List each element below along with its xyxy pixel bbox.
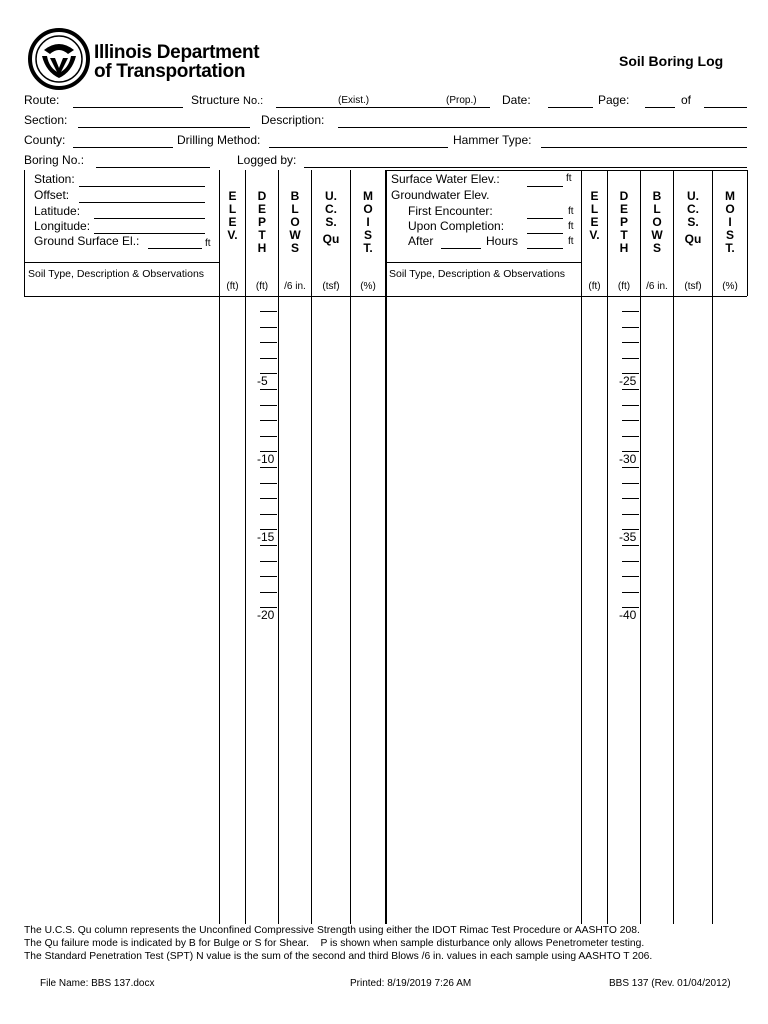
left-blows-header-letter: S (290, 241, 299, 255)
depth-label: -30 (619, 452, 637, 466)
right-blows-header-letter: S (652, 241, 661, 255)
route-label: Route: (24, 93, 60, 107)
depth-tick (622, 592, 639, 593)
note-spt: The Standard Penetration Test (SPT) N value is the sum of the second and third Blows /6 in. values in each sample using AASHTO T 206. (24, 951, 653, 962)
date-label: Date: (502, 93, 531, 107)
left-depth-header (246, 190, 278, 255)
depth-tick (260, 311, 277, 312)
left-ucs-c: C. (325, 202, 337, 216)
exist-label: (Exist.) (338, 95, 370, 106)
upon-completion-unit: ft (568, 221, 574, 232)
left-elev-header-letter: E (228, 215, 237, 229)
county-field[interactable] (73, 147, 173, 148)
left-ucs-unit: (tsf) (322, 281, 340, 292)
left-moist-header (351, 190, 385, 255)
right-depth-unit: (ft) (617, 281, 631, 292)
note-failure-mode: The Qu failure mode is indicated by B for Bulge or S for Shear. P is shown when sample disturbance only allows Penetrometer testing. (24, 938, 645, 949)
left-blows-header-letter: B (290, 189, 300, 203)
right-elev-unit: (ft) (588, 281, 601, 292)
depth-tick (260, 436, 277, 437)
depth-tick (260, 342, 277, 343)
right-depth-header (608, 190, 640, 255)
ground-surface-label: Ground Surface El.: (34, 234, 140, 248)
depth-label: -5 (257, 374, 268, 388)
depth-tick (260, 358, 277, 359)
right-depth-header-letter: T (620, 228, 628, 242)
depth-tick (622, 436, 639, 437)
depth-label: -10 (257, 452, 275, 466)
left-elev-header (220, 190, 245, 242)
left-moist-unit: (%) (360, 281, 376, 292)
right-blows-header-letter: O (652, 215, 662, 229)
right-depth-header-letter: D (619, 189, 629, 203)
right-ucs-u: U. (687, 189, 699, 203)
surface-water-label: Surface Water Elev.: (391, 172, 500, 186)
right-moist-header-letter: O (725, 202, 735, 216)
right-ucs-s: S. (687, 215, 699, 229)
of-label: of (681, 93, 692, 107)
boring-no-field[interactable] (96, 167, 210, 168)
right-blows-unit: /6 in. (646, 281, 668, 292)
description-label: Description: (261, 113, 325, 127)
right-moist-header-letter: I (728, 215, 732, 229)
depth-tick (260, 545, 277, 546)
right-depth-header-letter: H (619, 241, 629, 255)
depth-tick (622, 420, 639, 421)
surface-water-unit: ft (566, 173, 572, 184)
agency-name-line2: of Transportation (94, 61, 246, 82)
left-header-border (24, 170, 25, 296)
longitude-label: Longitude: (34, 219, 91, 233)
right-moist-header-letter: M (725, 189, 735, 203)
right-elev-header (582, 190, 607, 242)
left-elev-header-letter: V. (227, 228, 238, 242)
left-depth-header-letter: P (257, 215, 266, 229)
right-elev-header-letter: L (590, 202, 599, 216)
left-depth-header-letter: E (257, 202, 266, 216)
center-divider (385, 170, 387, 924)
right-ucs-header (674, 190, 712, 246)
route-field[interactable] (73, 107, 183, 108)
left-elev-header-letter: E (228, 189, 237, 203)
depth-tick (622, 561, 639, 562)
right-ucs-unit: (tsf) (684, 281, 702, 292)
right-moist-header-letter: T. (725, 241, 735, 255)
logged-by-field[interactable] (304, 167, 747, 168)
groundwater-label: Groundwater Elev. (391, 188, 490, 202)
depth-tick (260, 576, 277, 577)
left-blows-header-letter: L (291, 202, 299, 216)
first-encounter-unit: ft (568, 206, 574, 217)
county-label: County: (24, 133, 66, 147)
left-soil-desc-header: Soil Type, Description & Observations (28, 268, 205, 280)
right-blows-header-letter: W (651, 228, 663, 242)
right-header-border (747, 170, 748, 296)
drilling-method-field[interactable] (269, 147, 448, 148)
after-hours-field[interactable] (441, 248, 481, 249)
upon-completion-label: Upon Completion: (408, 219, 505, 233)
depth-label: -25 (619, 374, 637, 388)
structure-field[interactable] (276, 107, 490, 108)
right-blows-header-letter: B (652, 189, 662, 203)
depth-tick (622, 483, 639, 484)
after-unit: ft (568, 236, 574, 247)
depth-tick (622, 327, 639, 328)
idot-logo (28, 28, 90, 90)
structure-no: No.: (243, 95, 264, 107)
depth-tick (260, 514, 277, 515)
depth-tick (622, 405, 639, 406)
latitude-label: Latitude: (34, 204, 81, 218)
left-ucs-header (312, 190, 350, 246)
left-depth-header-letter: H (257, 241, 267, 255)
structure-word: Structure (191, 93, 240, 107)
page-total-field[interactable] (704, 107, 747, 108)
depth-tick (260, 327, 277, 328)
form-title: Soil Boring Log (619, 53, 724, 69)
depth-tick (260, 389, 277, 390)
left-moist-header-letter: M (363, 189, 373, 203)
right-ucs-c: C. (687, 202, 699, 216)
footer-printed: Printed: 8/19/2019 7:26 AM (350, 978, 472, 989)
offset-label: Offset: (34, 188, 70, 202)
depth-label: -20 (257, 608, 275, 622)
right-blows-header-letter: L (653, 202, 661, 216)
note-ucs: The U.C.S. Qu column represents the Unconfined Compressive Strength using either the IDOT Rimac Test Procedure or AASHTO 208. (24, 925, 640, 936)
offset-field[interactable] (79, 202, 205, 203)
prop-label: (Prop.) (446, 95, 477, 106)
right-moist-header (713, 190, 747, 255)
description-field[interactable] (338, 127, 747, 128)
table-top-border (385, 170, 747, 171)
structure-label (191, 93, 263, 107)
left-ucs-qu: Qu (322, 232, 340, 246)
left-ucs-u: U. (325, 189, 337, 203)
depth-tick (260, 420, 277, 421)
right-elev-header-letter: E (590, 189, 599, 203)
footer-file-name: File Name: BBS 137.docx (40, 978, 155, 989)
depth-tick (622, 498, 639, 499)
depth-tick (622, 311, 639, 312)
depth-tick (622, 467, 639, 468)
left-elev-unit: (ft) (226, 281, 239, 292)
depth-label: -40 (619, 608, 637, 622)
depth-label: -35 (619, 530, 637, 544)
right-blows-header (641, 190, 673, 255)
depth-label: -15 (257, 530, 275, 544)
ground-surface-field[interactable] (148, 248, 202, 249)
page-label: Page: (598, 93, 630, 107)
first-encounter-field[interactable] (527, 218, 563, 219)
left-depth-header-letter: T (258, 228, 266, 242)
section-label: Section: (24, 113, 68, 127)
after-label: After (408, 234, 434, 248)
date-field[interactable] (548, 107, 593, 108)
depth-tick (622, 514, 639, 515)
depth-tick (622, 545, 639, 546)
right-soil-desc-header: Soil Type, Description & Observations (389, 268, 566, 280)
hammer-type-label: Hammer Type: (453, 133, 532, 147)
left-info-divider (24, 262, 219, 263)
depth-tick (622, 576, 639, 577)
station-field[interactable] (79, 186, 205, 187)
left-depth-header-letter: D (257, 189, 267, 203)
depth-tick (260, 405, 277, 406)
left-moist-header-letter: S (363, 228, 372, 242)
right-depth-header-letter: P (619, 215, 628, 229)
depth-tick (260, 498, 277, 499)
agency-name-line1: Illinois Department (94, 42, 260, 63)
depth-tick (260, 483, 277, 484)
hours-label: Hours (486, 234, 519, 248)
right-moist-unit: (%) (722, 281, 738, 292)
right-ucs-qu: Qu (684, 232, 702, 246)
left-moist-header-letter: O (363, 202, 373, 216)
right-depth-header-letter: E (619, 202, 628, 216)
right-info-divider (385, 262, 581, 263)
depth-tick (622, 389, 639, 390)
depth-tick (622, 342, 639, 343)
left-moist-header-letter: T. (363, 241, 373, 255)
depth-tick (622, 358, 639, 359)
left-blows-unit: /6 in. (284, 281, 306, 292)
hammer-type-field[interactable] (541, 147, 747, 148)
idot-logo-icon (28, 28, 90, 90)
drilling-method-label: Drilling Method: (177, 133, 261, 147)
latitude-field[interactable] (94, 218, 205, 219)
upon-completion-field[interactable] (527, 233, 563, 234)
surface-water-field[interactable] (527, 186, 563, 187)
left-moist-header-letter: I (366, 215, 370, 229)
first-encounter-label: First Encounter: (408, 204, 493, 218)
left-elev-header-letter: L (228, 202, 237, 216)
depth-tick (260, 561, 277, 562)
left-blows-header (279, 190, 311, 255)
left-blows-header-letter: O (290, 215, 300, 229)
right-elev-header-letter: E (590, 215, 599, 229)
page-field[interactable] (645, 107, 675, 108)
station-label: Station: (34, 172, 75, 186)
boring-no-label: Boring No.: (24, 153, 85, 167)
footer-revision: BBS 137 (Rev. 01/04/2012) (609, 978, 731, 989)
right-elev-header-letter: V. (589, 228, 600, 242)
left-blows-header-letter: W (289, 228, 301, 242)
logged-by-label: Logged by: (237, 153, 297, 167)
depth-tick (260, 467, 277, 468)
ground-surface-unit: ft (205, 238, 211, 249)
left-ucs-s: S. (325, 215, 337, 229)
left-depth-unit: (ft) (255, 281, 269, 292)
depth-tick (260, 592, 277, 593)
right-moist-header-letter: S (725, 228, 734, 242)
notes (24, 924, 652, 963)
after-elev-field[interactable] (527, 248, 563, 249)
section-field[interactable] (78, 127, 250, 128)
